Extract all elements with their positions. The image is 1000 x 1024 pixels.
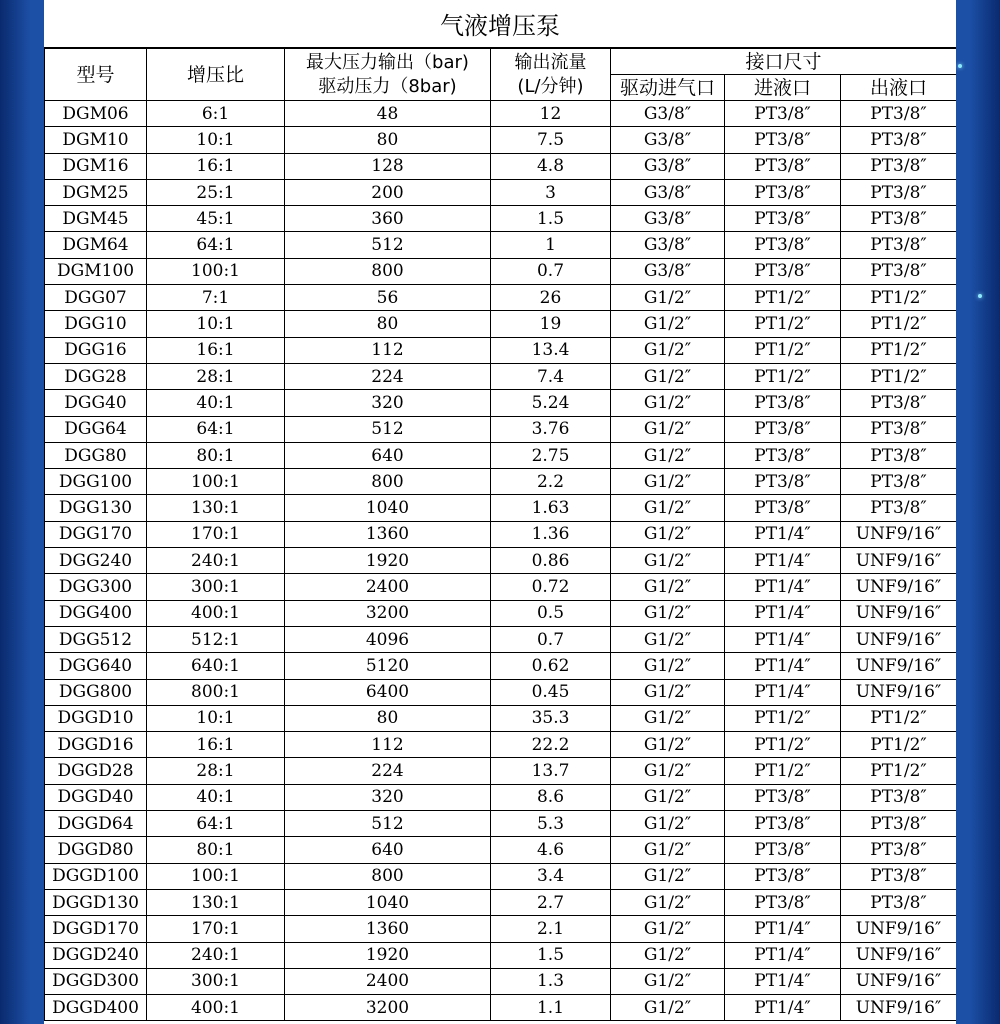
- air-inlet-cell: G1/2″: [611, 889, 725, 915]
- table-row: [45, 679, 957, 705]
- table-row: [45, 101, 957, 127]
- ratio-cell: 170:1: [147, 521, 285, 547]
- table-row: [45, 363, 957, 389]
- max-pressure-cell: 80: [285, 127, 491, 153]
- flow-cell: 13.4: [491, 337, 611, 363]
- liquid-outlet-cell: UNF9/16″: [841, 548, 957, 574]
- flow-cell: 7.5: [491, 127, 611, 153]
- ratio-cell: 64:1: [147, 232, 285, 258]
- table-row: [45, 889, 957, 915]
- liquid-inlet-cell: PT1/2″: [725, 758, 841, 784]
- flow-cell: 0.7: [491, 258, 611, 284]
- air-inlet-cell: G3/8″: [611, 127, 725, 153]
- ratio-cell: 100:1: [147, 863, 285, 889]
- liquid-outlet-cell: UNF9/16″: [841, 679, 957, 705]
- air-inlet-cell: G1/2″: [611, 995, 725, 1021]
- liquid-outlet-cell: PT1/2″: [841, 311, 957, 337]
- flow-cell: 5.24: [491, 390, 611, 416]
- air-inlet-cell: G1/2″: [611, 942, 725, 968]
- liquid-inlet-cell: PT3/8″: [725, 811, 841, 837]
- table-row: [45, 311, 957, 337]
- air-inlet-cell: G1/2″: [611, 626, 725, 652]
- liquid-outlet-cell: PT3/8″: [841, 179, 957, 205]
- ratio-cell: 240:1: [147, 548, 285, 574]
- ratio-cell: 64:1: [147, 811, 285, 837]
- ratio-cell: 40:1: [147, 784, 285, 810]
- model-cell: DGG400: [45, 600, 147, 626]
- liquid-outlet-cell: UNF9/16″: [841, 600, 957, 626]
- header-max-pressure: [285, 49, 491, 101]
- table-row: [45, 258, 957, 284]
- air-inlet-cell: G1/2″: [611, 653, 725, 679]
- ratio-cell: 400:1: [147, 600, 285, 626]
- model-cell: DGM16: [45, 153, 147, 179]
- liquid-outlet-cell: UNF9/16″: [841, 653, 957, 679]
- table-row: [45, 521, 957, 547]
- liquid-inlet-cell: PT1/2″: [725, 337, 841, 363]
- ratio-cell: 80:1: [147, 837, 285, 863]
- liquid-inlet-cell: PT1/4″: [725, 968, 841, 994]
- air-inlet-cell: G1/2″: [611, 416, 725, 442]
- liquid-inlet-cell: PT1/4″: [725, 916, 841, 942]
- max-pressure-cell: 512: [285, 811, 491, 837]
- model-cell: DGM25: [45, 179, 147, 205]
- max-pressure-cell: 1040: [285, 495, 491, 521]
- flow-cell: 0.45: [491, 679, 611, 705]
- liquid-outlet-cell: PT1/2″: [841, 705, 957, 731]
- air-inlet-cell: G1/2″: [611, 363, 725, 389]
- model-cell: DGG16: [45, 337, 147, 363]
- liquid-inlet-cell: PT1/4″: [725, 548, 841, 574]
- max-pressure-cell: 800: [285, 469, 491, 495]
- table-row: [45, 495, 957, 521]
- liquid-inlet-cell: PT1/4″: [725, 521, 841, 547]
- liquid-inlet-cell: PT1/4″: [725, 600, 841, 626]
- ratio-cell: 130:1: [147, 889, 285, 915]
- max-pressure-cell: 128: [285, 153, 491, 179]
- flow-cell: 1.3: [491, 968, 611, 994]
- max-pressure-cell: 56: [285, 285, 491, 311]
- liquid-inlet-cell: PT3/8″: [725, 153, 841, 179]
- air-inlet-cell: G1/2″: [611, 600, 725, 626]
- header-ports-group: 接口尺寸: [611, 49, 957, 75]
- flow-cell: 1.5: [491, 942, 611, 968]
- model-cell: DGGD28: [45, 758, 147, 784]
- table-row: [45, 416, 957, 442]
- air-inlet-cell: G3/8″: [611, 179, 725, 205]
- table-row: [45, 548, 957, 574]
- table-row: [45, 600, 957, 626]
- model-cell: DGM100: [45, 258, 147, 284]
- flow-cell: 2.2: [491, 469, 611, 495]
- liquid-outlet-cell: UNF9/16″: [841, 995, 957, 1021]
- liquid-inlet-cell: PT3/8″: [725, 179, 841, 205]
- liquid-outlet-cell: PT1/2″: [841, 758, 957, 784]
- liquid-inlet-cell: PT1/4″: [725, 574, 841, 600]
- liquid-inlet-cell: PT1/2″: [725, 311, 841, 337]
- model-cell: DGG800: [45, 679, 147, 705]
- page-title: 气液增压泵: [44, 0, 956, 48]
- model-cell: DGG170: [45, 521, 147, 547]
- table-row: [45, 206, 957, 232]
- flow-cell: 0.5: [491, 600, 611, 626]
- liquid-outlet-cell: UNF9/16″: [841, 521, 957, 547]
- liquid-outlet-cell: PT3/8″: [841, 784, 957, 810]
- flow-cell: 3: [491, 179, 611, 205]
- glow-dot-mid: [978, 294, 982, 298]
- liquid-outlet-cell: UNF9/16″: [841, 574, 957, 600]
- model-cell: DGGD170: [45, 916, 147, 942]
- ratio-cell: 10:1: [147, 127, 285, 153]
- liquid-inlet-cell: PT1/2″: [725, 705, 841, 731]
- max-pressure-cell: 224: [285, 363, 491, 389]
- flow-cell: 2.1: [491, 916, 611, 942]
- ratio-cell: 800:1: [147, 679, 285, 705]
- max-pressure-cell: 512: [285, 416, 491, 442]
- liquid-outlet-cell: PT1/2″: [841, 732, 957, 758]
- air-inlet-cell: G1/2″: [611, 968, 725, 994]
- air-inlet-cell: G1/2″: [611, 285, 725, 311]
- header-ratio: 增压比: [147, 49, 285, 101]
- liquid-inlet-cell: PT3/8″: [725, 495, 841, 521]
- max-pressure-cell: 80: [285, 705, 491, 731]
- max-pressure-cell: 1920: [285, 548, 491, 574]
- liquid-inlet-cell: PT1/4″: [725, 653, 841, 679]
- liquid-inlet-cell: PT1/4″: [725, 679, 841, 705]
- model-cell: DGG64: [45, 416, 147, 442]
- liquid-inlet-cell: PT3/8″: [725, 442, 841, 468]
- table-body: [45, 101, 957, 1021]
- max-pressure-cell: 6400: [285, 679, 491, 705]
- flow-cell: 26: [491, 285, 611, 311]
- header-model: 型号: [45, 49, 147, 101]
- max-pressure-cell: 224: [285, 758, 491, 784]
- air-inlet-cell: G1/2″: [611, 390, 725, 416]
- liquid-outlet-cell: PT1/2″: [841, 363, 957, 389]
- ratio-cell: 300:1: [147, 574, 285, 600]
- table-row: [45, 127, 957, 153]
- liquid-inlet-cell: PT3/8″: [725, 837, 841, 863]
- air-inlet-cell: G3/8″: [611, 258, 725, 284]
- flow-cell: 0.86: [491, 548, 611, 574]
- ratio-cell: 640:1: [147, 653, 285, 679]
- liquid-outlet-cell: PT3/8″: [841, 232, 957, 258]
- ratio-cell: 240:1: [147, 942, 285, 968]
- max-pressure-cell: 112: [285, 732, 491, 758]
- model-cell: DGGD130: [45, 889, 147, 915]
- liquid-outlet-cell: PT3/8″: [841, 863, 957, 889]
- ratio-cell: 25:1: [147, 179, 285, 205]
- air-inlet-cell: G3/8″: [611, 101, 725, 127]
- flow-cell: 0.72: [491, 574, 611, 600]
- model-cell: DGGD300: [45, 968, 147, 994]
- header-flow-line1: 输出流量: [514, 51, 587, 73]
- max-pressure-cell: 5120: [285, 653, 491, 679]
- flow-cell: 1.36: [491, 521, 611, 547]
- table-row: [45, 863, 957, 889]
- ratio-cell: 6:1: [147, 101, 285, 127]
- liquid-inlet-cell: PT3/8″: [725, 127, 841, 153]
- header-flow-line2: (L/分钟): [517, 75, 584, 97]
- model-cell: DGG512: [45, 626, 147, 652]
- max-pressure-cell: 1920: [285, 942, 491, 968]
- flow-cell: 4.6: [491, 837, 611, 863]
- air-inlet-cell: G1/2″: [611, 758, 725, 784]
- table-row: [45, 179, 957, 205]
- air-inlet-cell: G1/2″: [611, 784, 725, 810]
- ratio-cell: 400:1: [147, 995, 285, 1021]
- model-cell: DGG100: [45, 469, 147, 495]
- flow-cell: 4.8: [491, 153, 611, 179]
- liquid-outlet-cell: PT3/8″: [841, 153, 957, 179]
- model-cell: DGM10: [45, 127, 147, 153]
- air-inlet-cell: G1/2″: [611, 574, 725, 600]
- model-cell: DGG40: [45, 390, 147, 416]
- max-pressure-cell: 48: [285, 101, 491, 127]
- flow-cell: 0.7: [491, 626, 611, 652]
- flow-cell: 7.4: [491, 363, 611, 389]
- table-row: [45, 626, 957, 652]
- table-row: [45, 653, 957, 679]
- ratio-cell: 16:1: [147, 153, 285, 179]
- ratio-cell: 10:1: [147, 311, 285, 337]
- liquid-inlet-cell: PT1/2″: [725, 363, 841, 389]
- ratio-cell: 28:1: [147, 758, 285, 784]
- air-inlet-cell: G1/2″: [611, 811, 725, 837]
- liquid-outlet-cell: PT1/2″: [841, 285, 957, 311]
- table-row: [45, 337, 957, 363]
- table-row: [45, 232, 957, 258]
- liquid-outlet-cell: PT1/2″: [841, 337, 957, 363]
- air-inlet-cell: G1/2″: [611, 469, 725, 495]
- liquid-outlet-cell: UNF9/16″: [841, 942, 957, 968]
- air-inlet-cell: G3/8″: [611, 206, 725, 232]
- flow-cell: 19: [491, 311, 611, 337]
- ratio-cell: 100:1: [147, 469, 285, 495]
- model-cell: DGGD400: [45, 995, 147, 1021]
- ratio-cell: 170:1: [147, 916, 285, 942]
- liquid-inlet-cell: PT3/8″: [725, 889, 841, 915]
- air-inlet-cell: G1/2″: [611, 337, 725, 363]
- air-inlet-cell: G1/2″: [611, 495, 725, 521]
- model-cell: DGM64: [45, 232, 147, 258]
- table-row: [45, 968, 957, 994]
- table-row: [45, 995, 957, 1021]
- model-cell: DGGD64: [45, 811, 147, 837]
- liquid-outlet-cell: PT3/8″: [841, 837, 957, 863]
- max-pressure-cell: 2400: [285, 968, 491, 994]
- air-inlet-cell: G1/2″: [611, 705, 725, 731]
- flow-cell: 2.7: [491, 889, 611, 915]
- spec-table: [44, 48, 956, 1021]
- max-pressure-cell: 1360: [285, 521, 491, 547]
- liquid-outlet-cell: PT3/8″: [841, 469, 957, 495]
- max-pressure-cell: 640: [285, 837, 491, 863]
- max-pressure-cell: 1040: [285, 889, 491, 915]
- liquid-inlet-cell: PT3/8″: [725, 863, 841, 889]
- table-row: [45, 574, 957, 600]
- air-inlet-cell: G1/2″: [611, 548, 725, 574]
- model-cell: DGG300: [45, 574, 147, 600]
- table-row: [45, 811, 957, 837]
- model-cell: DGM06: [45, 101, 147, 127]
- air-inlet-cell: G3/8″: [611, 232, 725, 258]
- liquid-inlet-cell: PT3/8″: [725, 390, 841, 416]
- flow-cell: 12: [491, 101, 611, 127]
- model-cell: DGG10: [45, 311, 147, 337]
- model-cell: DGG640: [45, 653, 147, 679]
- air-inlet-cell: G1/2″: [611, 442, 725, 468]
- ratio-cell: 28:1: [147, 363, 285, 389]
- max-pressure-cell: 800: [285, 258, 491, 284]
- flow-cell: 35.3: [491, 705, 611, 731]
- flow-cell: 2.75: [491, 442, 611, 468]
- model-cell: DGGD240: [45, 942, 147, 968]
- flow-cell: 5.3: [491, 811, 611, 837]
- ratio-cell: 45:1: [147, 206, 285, 232]
- ratio-cell: 16:1: [147, 337, 285, 363]
- max-pressure-cell: 3200: [285, 600, 491, 626]
- glow-dot-top: [958, 64, 962, 68]
- liquid-outlet-cell: PT3/8″: [841, 416, 957, 442]
- spec-sheet: [44, 0, 956, 1024]
- flow-cell: 22.2: [491, 732, 611, 758]
- ratio-cell: 7:1: [147, 285, 285, 311]
- liquid-outlet-cell: PT3/8″: [841, 495, 957, 521]
- table-row: [45, 285, 957, 311]
- flow-cell: 1: [491, 232, 611, 258]
- table-row: [45, 942, 957, 968]
- model-cell: DGM45: [45, 206, 147, 232]
- table-row: [45, 390, 957, 416]
- liquid-inlet-cell: PT3/8″: [725, 232, 841, 258]
- ratio-cell: 300:1: [147, 968, 285, 994]
- header-air-inlet: 驱动进气口: [611, 75, 725, 101]
- air-inlet-cell: G1/2″: [611, 863, 725, 889]
- liquid-inlet-cell: PT3/8″: [725, 784, 841, 810]
- table-row: [45, 732, 957, 758]
- flow-cell: 1.63: [491, 495, 611, 521]
- liquid-inlet-cell: PT3/8″: [725, 258, 841, 284]
- max-pressure-cell: 112: [285, 337, 491, 363]
- ratio-cell: 10:1: [147, 705, 285, 731]
- liquid-outlet-cell: PT3/8″: [841, 811, 957, 837]
- flow-cell: 13.7: [491, 758, 611, 784]
- liquid-inlet-cell: PT3/8″: [725, 206, 841, 232]
- header-liquid-inlet: 进液口: [725, 75, 841, 101]
- header-max-pressure-line2: 驱动压力（8bar): [318, 75, 457, 97]
- flow-cell: 1.1: [491, 995, 611, 1021]
- flow-cell: 1.5: [491, 206, 611, 232]
- model-cell: DGGD40: [45, 784, 147, 810]
- liquid-outlet-cell: PT3/8″: [841, 442, 957, 468]
- max-pressure-cell: 360: [285, 206, 491, 232]
- air-inlet-cell: G1/2″: [611, 311, 725, 337]
- model-cell: DGGD80: [45, 837, 147, 863]
- liquid-inlet-cell: PT1/2″: [725, 285, 841, 311]
- max-pressure-cell: 2400: [285, 574, 491, 600]
- table-row: [45, 837, 957, 863]
- liquid-outlet-cell: PT3/8″: [841, 889, 957, 915]
- liquid-outlet-cell: UNF9/16″: [841, 916, 957, 942]
- header-flow: [491, 49, 611, 101]
- flow-cell: 3.4: [491, 863, 611, 889]
- air-inlet-cell: G1/2″: [611, 521, 725, 547]
- table-row: [45, 916, 957, 942]
- header-max-pressure-line1: 最大压力输出（bar): [306, 51, 469, 73]
- table-header: [45, 49, 957, 101]
- model-cell: DGGD10: [45, 705, 147, 731]
- liquid-outlet-cell: PT3/8″: [841, 127, 957, 153]
- liquid-outlet-cell: PT3/8″: [841, 206, 957, 232]
- ratio-cell: 100:1: [147, 258, 285, 284]
- air-inlet-cell: G1/2″: [611, 732, 725, 758]
- max-pressure-cell: 512: [285, 232, 491, 258]
- table-row: [45, 153, 957, 179]
- liquid-inlet-cell: PT1/4″: [725, 995, 841, 1021]
- table-row: [45, 758, 957, 784]
- liquid-inlet-cell: PT1/4″: [725, 942, 841, 968]
- model-cell: DGG28: [45, 363, 147, 389]
- ratio-cell: 64:1: [147, 416, 285, 442]
- flow-cell: 3.76: [491, 416, 611, 442]
- ratio-cell: 80:1: [147, 442, 285, 468]
- model-cell: DGG80: [45, 442, 147, 468]
- liquid-outlet-cell: PT3/8″: [841, 101, 957, 127]
- ratio-cell: 512:1: [147, 626, 285, 652]
- air-inlet-cell: G1/2″: [611, 916, 725, 942]
- liquid-inlet-cell: PT3/8″: [725, 469, 841, 495]
- ratio-cell: 40:1: [147, 390, 285, 416]
- liquid-outlet-cell: PT3/8″: [841, 390, 957, 416]
- liquid-outlet-cell: PT3/8″: [841, 258, 957, 284]
- liquid-inlet-cell: PT1/2″: [725, 732, 841, 758]
- max-pressure-cell: 3200: [285, 995, 491, 1021]
- ratio-cell: 16:1: [147, 732, 285, 758]
- flow-cell: 8.6: [491, 784, 611, 810]
- air-inlet-cell: G1/2″: [611, 837, 725, 863]
- table-row: [45, 469, 957, 495]
- flow-cell: 0.62: [491, 653, 611, 679]
- ratio-cell: 130:1: [147, 495, 285, 521]
- max-pressure-cell: 800: [285, 863, 491, 889]
- air-inlet-cell: G3/8″: [611, 153, 725, 179]
- table-row: [45, 442, 957, 468]
- max-pressure-cell: 80: [285, 311, 491, 337]
- header-liquid-outlet: 出液口: [841, 75, 957, 101]
- max-pressure-cell: 1360: [285, 916, 491, 942]
- model-cell: DGG130: [45, 495, 147, 521]
- max-pressure-cell: 4096: [285, 626, 491, 652]
- max-pressure-cell: 320: [285, 390, 491, 416]
- model-cell: DGG240: [45, 548, 147, 574]
- liquid-outlet-cell: UNF9/16″: [841, 626, 957, 652]
- model-cell: DGGD16: [45, 732, 147, 758]
- max-pressure-cell: 640: [285, 442, 491, 468]
- liquid-outlet-cell: UNF9/16″: [841, 968, 957, 994]
- max-pressure-cell: 320: [285, 784, 491, 810]
- liquid-inlet-cell: PT1/4″: [725, 626, 841, 652]
- liquid-inlet-cell: PT3/8″: [725, 416, 841, 442]
- table-row: [45, 705, 957, 731]
- max-pressure-cell: 200: [285, 179, 491, 205]
- liquid-inlet-cell: PT3/8″: [725, 101, 841, 127]
- table-row: [45, 784, 957, 810]
- model-cell: DGGD100: [45, 863, 147, 889]
- air-inlet-cell: G1/2″: [611, 679, 725, 705]
- model-cell: DGG07: [45, 285, 147, 311]
